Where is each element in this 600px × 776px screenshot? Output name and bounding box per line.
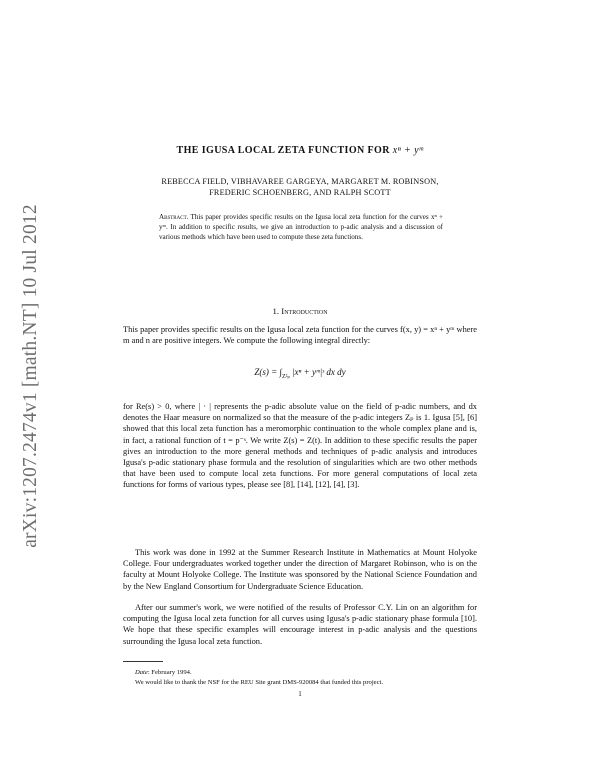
page-number: 1 bbox=[298, 690, 302, 698]
footnote-rule bbox=[123, 661, 163, 662]
equation-integrand: |xⁿ + yᵐ|ˢ dx dy bbox=[289, 367, 346, 377]
author-line-2: FREDERIC SCHOENBERG, AND RALPH SCOTT bbox=[209, 188, 391, 197]
intro-paragraph-2: for Re(s) > 0, where | · | represents the p-adic absolute value on the field of p-adic numbers, and dx denotes the Haar measure on normalized so that the measure of the p-adic integers Zₚ is 1. Igusa [5], [6] showed that this local zeta function has a meromorphic continuation to the whole complex plane and is, in fact, a rational function of t = p⁻ˢ. We write Z(s) = Z(t). In addition to these specific results the paper gives an introduction to the more general methods and techniques of p-adic analysis and introduces Igusa's p-adic stationary phase formula and the resolution of singularities which are two other methods that have been used to compute local zeta functions. For more general computations of local zeta functions for forms of various types, please see [8], [14], [12], [4], [3]. bbox=[123, 402, 477, 490]
footnote-date-value: : February 1994. bbox=[147, 669, 192, 676]
arxiv-sidebar-stamp bbox=[14, 176, 48, 576]
paper-title-text: THE IGUSA LOCAL ZETA FUNCTION FOR bbox=[176, 145, 390, 156]
section-heading bbox=[123, 306, 477, 316]
footnote-date-label: Date bbox=[135, 669, 148, 676]
zeta-integral-equation bbox=[123, 367, 477, 380]
footnote-date bbox=[135, 668, 489, 677]
author-line-1: REBECCA FIELD, VIBHAVAREE GARGEYA, MARGARET M. ROBINSON, bbox=[161, 177, 439, 186]
equation-domain: Z²ₚ bbox=[281, 373, 290, 380]
arxiv-identifier: arXiv:1207.2474v1 [math.NT] 10 Jul 2012 bbox=[20, 204, 41, 548]
footnote-thanks: We would like to thank the NSF for the REU Site grant DMS-920084 that funded this project. bbox=[135, 679, 383, 686]
intro-paragraph-3: This work was done in 1992 at the Summer Research Institute in Mathematics at Mount Holyoke College. Four undergraduates worked together under the direction of Margaret Robinson, who is on the faculty at Mount Holyoke College. The Institute was sponsored by the National Science Foundation and by the New England Consortium for Undergraduate Science Education. bbox=[123, 548, 477, 591]
intro-paragraph-1: This paper provides specific results on the Igusa local zeta function for the curves f(x, y) = xⁿ + yᵐ where m and n are positive integers. We compute the following integral directly: bbox=[123, 325, 477, 346]
abstract-text: This paper provides specific results on the Igusa local zeta function for the curves xⁿ + yᵐ. In addition to specific results, we give an introduction to p-adic analysis and a discussion of various methods which have been used to compute these zeta functions. bbox=[159, 213, 443, 242]
paper-title-math: xⁿ + yᵐ bbox=[392, 145, 424, 156]
section-title: Introduction bbox=[281, 306, 328, 316]
equation-lhs: Z(s) = ∫ bbox=[254, 367, 282, 377]
paper-title bbox=[123, 145, 477, 156]
section-number: 1. bbox=[272, 306, 280, 316]
abstract bbox=[159, 212, 443, 243]
author-list bbox=[123, 176, 477, 198]
intro-paragraph-4: After our summer's work, we were notified of the results of Professor C.Y. Lin on an algorithm for computing the Igusa local zeta function for all curves using Igusa's p-adic stationary phase formula [10]. We hope that these specific examples will encourage interest in p-adic analysis and the questions surrounding the Igusa local zeta function. bbox=[123, 603, 477, 646]
abstract-label: Abstract. bbox=[159, 213, 189, 221]
